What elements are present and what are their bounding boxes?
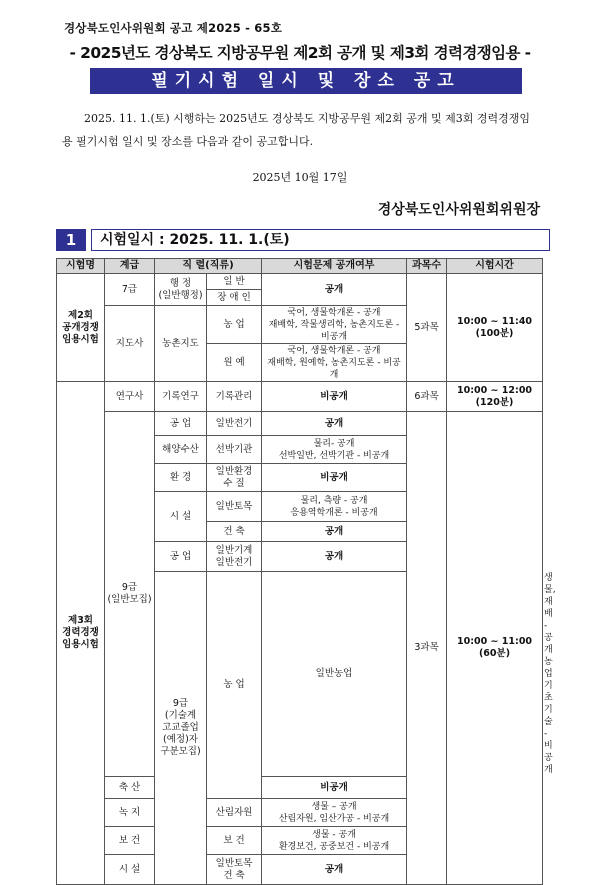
exam-name-3: 제3회 경력경쟁 임용시험 [57,382,105,885]
subjects-cell: 3과목 [407,412,447,885]
disclosure-cell: 국어, 생물학개론 - 공개 재배학, 작물생리학, 농촌지도론 - 비공개 [262,306,407,344]
branch-cell: 기록관리 [207,382,262,412]
table-header-row [57,259,543,274]
disclosure-cell: 공개 [262,274,407,306]
disclosure-cell: 비공개 [262,777,407,799]
branch-cell: 일반기계 일반전기 [207,542,262,572]
series-cell: 농촌지도 [155,306,207,382]
col-header: 시험명 [57,259,105,274]
col-header: 시험시간 [447,259,543,274]
series-cell: 시 설 [155,492,207,542]
disclosure-cell: 물리, 측량 - 공개 응용역학개론 - 비공개 [262,492,407,522]
series-cell: 환 경 [155,464,207,492]
series-cell: 시 설 [105,855,155,885]
headline: - 2025년도 경상북도 지방공무원 제2회 공개 및 제3회 경력경쟁임용 - [69,44,531,62]
series-cell: 보 건 [105,827,155,855]
intro-paragraph: 2025. 11. 1.(토) 시행하는 2025년도 경상북도 지방공무원 제2회 공개 및 제3회 경력경쟁임용 필기시험 일시 및 장소를 다음과 같이 공고합니다. [62,112,531,148]
branch-cell: 산림자원 [207,799,262,827]
branch-cell: 보 건 [207,827,262,855]
exam-name-2: 제2회 공개경쟁 임용시험 [57,274,105,382]
section-number: 1 [56,229,86,251]
time-cell: 10:00 ~ 11:40 (100분) [447,274,543,382]
disclosure-cell: 생물 – 공개 산림자원, 임산가공 - 비공개 [262,799,407,827]
branch-cell: 원 예 [207,344,262,382]
disclosure-cell: 물리- 공개 선박일반, 선박기관 - 비공개 [262,436,407,464]
grade-cell: 9급 (일반모집) [105,412,155,777]
grade-cell: 지도사 [105,306,155,382]
subjects-cell: 5과목 [407,274,447,382]
grade-cell: 9급 (기술계 고교졸업 (예정)자 구분모집) [155,572,207,885]
series-cell: 해양수산 [155,436,207,464]
col-header: 계급 [105,259,155,274]
disclosure-cell: 공개 [262,855,407,885]
title-banner: 필기시험 일시 및 장소 공고 [90,68,522,94]
branch-cell: 일 반 [207,274,262,290]
schedule-table: 시험명 계급 직 렬(직류) 시험문제 공개여부 과목수 시험시간 제2회 공개경쟁 임용시험 7급 행 정 (일반행정) 일 반 공개 5과목 10:00 ~ 11:40 (100분) 장 애 인 지도사 농촌지도 농 업 국어, 생물학개론 - 공개 재배학, 작물생리학, 농촌지도론 - 비공개 원 예 국어, 생물학개론 - 공개 재배학, 원예학, 농촌지도론 - 비공개 제3회 경력경쟁 임용시험 연구사 기록연구 기록관리 비공개 6과목 10:00 ~ 12:00 (120분) 9급 (일반모집) 공 업 일반전기 공개 3과목 10:00 ~ 11:00 (60분) 해양수산 선박기관 물리- 공개 선박일반, 선박기관 - 비공개 환 경 일반환경 수 질 비공개 시 설 일반토목 물리, 측량 - 공개 응용역학개론 - 비공개 건 축 공개 공 업 일반기계 일반전기 공개 9급 (기술계 고교졸업 (예정)자 구분모집) 농 업 일반농업 생물, 재배 - 공개 농업기초기술 - 비공개 축 산 비공개 녹 지 산림자원 생물 – 공개 산림자원, 임산가공 - 비공개 보 건 보 건 생물 - 공개 환경보건, 공중보건 - 비공개 시 설 일반토목 건 축 공개 [56,258,543,885]
announcement-date: 2025년 10월 17일 [252,171,348,184]
series-cell: 기록연구 [155,382,207,412]
issuer: 경상북도인사위원회위원장 [377,202,540,218]
disclosure-cell: 공개 [262,522,407,542]
disclosure-cell: 비공개 [262,382,407,412]
notice-number: 경상북도인사위원회 공고 제2025 - 65호 [64,21,283,35]
disclosure-cell: 공개 [262,412,407,436]
series-cell: 공 업 [155,542,207,572]
branch-cell: 일반환경 수 질 [207,464,262,492]
col-header: 시험문제 공개여부 [262,259,407,274]
branch-cell: 일반농업 [262,572,407,777]
disclosure-cell: 비공개 [262,464,407,492]
grade-cell: 7급 [105,274,155,306]
branch-cell: 일반토목 건 축 [207,855,262,885]
section-title: 시험일시 : 2025. 11. 1.(토) [91,229,550,251]
time-cell: 10:00 ~ 11:00 (60분) [447,412,543,885]
branch-cell: 일반토목 [207,492,262,522]
time-cell: 10:00 ~ 12:00 (120분) [447,382,543,412]
disclosure-cell: 생물 - 공개 환경보건, 공중보건 - 비공개 [262,827,407,855]
branch-cell: 건 축 [207,522,262,542]
series-cell: 행 정 (일반행정) [155,274,207,306]
series-cell: 녹 지 [105,799,155,827]
disclosure-cell: 공개 [262,542,407,572]
branch-cell: 축 산 [105,777,155,799]
col-header: 직 렬(직류) [155,259,262,274]
series-cell: 공 업 [155,412,207,436]
col-header: 과목수 [407,259,447,274]
branch-cell: 장 애 인 [207,290,262,306]
series-cell: 농 업 [207,572,262,799]
branch-cell: 농 업 [207,306,262,344]
branch-cell: 선박기관 [207,436,262,464]
branch-cell: 일반전기 [207,412,262,436]
disclosure-cell: 국어, 생물학개론 - 공개 재배학, 원예학, 농촌지도론 - 비공개 [262,344,407,382]
subjects-cell: 6과목 [407,382,447,412]
grade-cell: 연구사 [105,382,155,412]
